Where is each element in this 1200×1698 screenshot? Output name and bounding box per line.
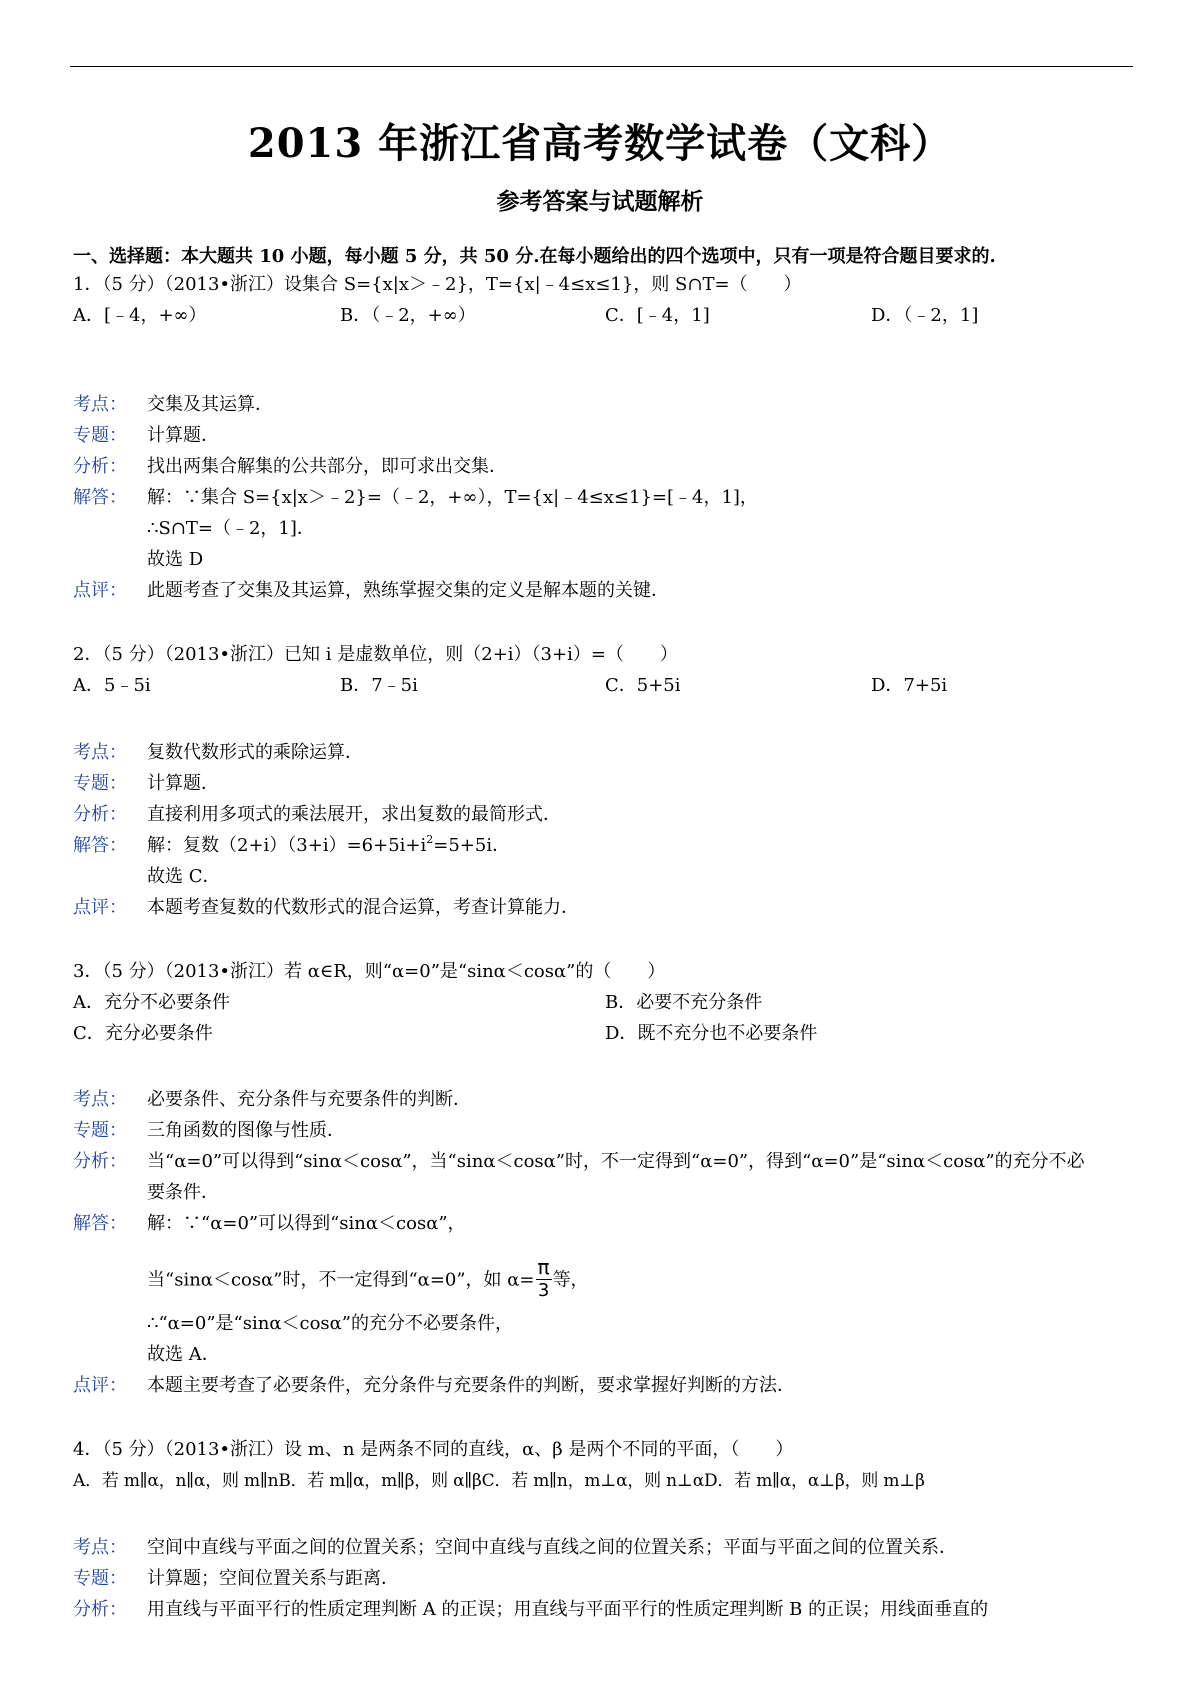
q4-stem: 4．（5 分）（2013•浙江）设 m、n 是两条不同的直线，α、β 是两个不同的平面，（ ） xyxy=(73,1439,794,1460)
header-rule xyxy=(70,66,1133,67)
q3-kaodian: 必要条件、充分条件与充要条件的判断． xyxy=(147,1089,471,1110)
q4-kaodian-label: 考点： xyxy=(73,1537,127,1558)
fraction-numerator: π xyxy=(537,1255,550,1279)
q2-option-b: B．7﹣5i xyxy=(340,675,418,696)
page-title: 2013 年浙江省高考数学试卷（文科） xyxy=(247,120,953,167)
q3-option-d: D．既不充分也不必要条件 xyxy=(605,1023,818,1044)
q1-kaodian: 交集及其运算． xyxy=(147,394,273,415)
q3-zhuanti: 三角函数的图像与性质． xyxy=(147,1120,345,1141)
q1-zhuanti: 计算题． xyxy=(147,425,219,446)
q2-fenxi-label: 分析： xyxy=(73,804,127,825)
q3-stem: 3．（5 分）（2013•浙江）若 α∈R，则“α=0”是“sinα＜cosα”的（ ） xyxy=(73,961,666,982)
q3-dianping: 本题主要考查了必要条件，充分条件与充要条件的判断，要求掌握好判断的方法． xyxy=(147,1375,795,1396)
q3-jieda-line-4: 故选 A． xyxy=(147,1344,220,1365)
q2-zhuanti-label: 专题： xyxy=(73,773,127,794)
q1-option-d: D．（﹣2，1] xyxy=(871,305,979,326)
q3-option-a: A．充分不必要条件 xyxy=(73,992,230,1013)
q1-dianping-label: 点评： xyxy=(73,580,127,601)
q2-option-a: A．5﹣5i xyxy=(73,675,151,696)
q2-jieda-part-b: =5+5i． xyxy=(433,835,511,856)
q1-jieda-line-2: ∴S∩T=（﹣2，1]． xyxy=(147,518,315,539)
q1-jieda-line-3: 故选 D xyxy=(147,549,204,570)
q1-option-a: A．[﹣4，+∞） xyxy=(73,305,207,326)
pi-over-3-fraction xyxy=(536,1255,552,1302)
q1-kaodian-label: 考点： xyxy=(73,394,127,415)
q4-zhuanti-label: 专题： xyxy=(73,1568,127,1589)
q2-kaodian: 复数代数形式的乘除运算． xyxy=(147,742,363,763)
q2-kaodian-label: 考点： xyxy=(73,742,127,763)
q2-zhuanti: 计算题． xyxy=(147,773,219,794)
q2-fenxi: 直接利用多项式的乘法展开，求出复数的最简形式． xyxy=(147,804,561,825)
q2-jieda-exponent: 2 xyxy=(426,833,434,846)
q1-jieda-label: 解答： xyxy=(73,487,127,508)
q3-jieda-part-b: 等， xyxy=(552,1269,589,1291)
q3-fenxi-line-1: 当“α=0”可以得到“sinα＜cosα”，当“sinα＜cosα”时，不一定得到“α=0”，得到“α=0”是“sinα＜cosα”的充分不必 xyxy=(147,1151,1085,1172)
page-subtitle: 参考答案与试题解析 xyxy=(496,188,704,215)
q1-fenxi-label: 分析： xyxy=(73,456,127,477)
q3-jieda-label: 解答： xyxy=(73,1213,127,1234)
q2-jieda-line-1 xyxy=(147,834,510,858)
q2-dianping-label: 点评： xyxy=(73,897,127,918)
q3-option-b: B．必要不充分条件 xyxy=(605,992,763,1013)
section-heading: 一、选择题：本大题共 10 小题，每小题 5 分，共 50 分.在每小题给出的四个选项中，只有一项是符合题目要求的. xyxy=(73,246,996,267)
q1-option-c: C．[﹣4，1] xyxy=(605,305,710,326)
q2-stem: 2．（5 分）（2013•浙江）已知 i 是虚数单位，则（2+i）（3+i）=（ ） xyxy=(73,644,678,665)
q2-option-c: C．5+5i xyxy=(605,675,681,696)
q3-option-c: C．充分必要条件 xyxy=(73,1023,213,1044)
q4-fenxi-label: 分析： xyxy=(73,1599,127,1620)
q3-jieda-part-a: 当“sinα＜cosα”时，不一定得到“α=0”，如 α= xyxy=(147,1269,535,1291)
q2-option-d: D．7+5i xyxy=(871,675,948,696)
q2-jieda-label: 解答： xyxy=(73,835,127,856)
q3-jieda-line-2 xyxy=(147,1257,589,1304)
q2-jieda-line-2: 故选 C． xyxy=(147,866,221,887)
q1-dianping: 此题考查了交集及其运算，熟练掌握交集的定义是解本题的关键． xyxy=(147,580,669,601)
q4-options: A．若 m∥α，n∥α，则 m∥nB．若 m∥α，m∥β，则 α∥βC．若 m∥n，m⊥α，则 n⊥αD．若 m∥α，α⊥β，则 m⊥β xyxy=(73,1471,925,1491)
q3-fenxi-line-2: 要条件． xyxy=(147,1182,219,1203)
q1-fenxi: 找出两集合解集的公共部分，即可求出交集． xyxy=(147,456,507,477)
q4-zhuanti: 计算题；空间位置关系与距离． xyxy=(147,1568,399,1589)
q3-kaodian-label: 考点： xyxy=(73,1089,127,1110)
q1-jieda-line-1: 解：∵集合 S={x|x＞﹣2}=（﹣2，+∞），T={x|﹣4≤x≤1}=[﹣4，1]， xyxy=(147,487,758,508)
q4-fenxi: 用直线与平面平行的性质定理判断 A 的正误；用直线与平面平行的性质定理判断 B 的正误；用线面垂直的 xyxy=(147,1599,989,1620)
q2-jieda-part-a: 解：复数（2+i）（3+i）=6+5i+i xyxy=(147,835,427,856)
q4-kaodian: 空间中直线与平面之间的位置关系；空间中直线与直线之间的位置关系；平面与平面之间的位置关系． xyxy=(147,1537,957,1558)
q3-dianping-label: 点评： xyxy=(73,1375,127,1396)
q2-dianping: 本题考查复数的代数形式的混合运算，考查计算能力． xyxy=(147,897,579,918)
q1-stem: 1．（5 分）（2013•浙江）设集合 S={x|x＞﹣2}，T={x|﹣4≤x≤1}，则 S∩T=（ ） xyxy=(73,274,802,295)
q1-option-b: B．（﹣2，+∞） xyxy=(340,305,476,326)
q3-zhuanti-label: 专题： xyxy=(73,1120,127,1141)
q3-jieda-line-3: ∴“α=0”是“sinα＜cosα”的充分不必要条件， xyxy=(147,1313,514,1334)
q3-fenxi-label: 分析： xyxy=(73,1151,127,1172)
q1-zhuanti-label: 专题： xyxy=(73,425,127,446)
q3-jieda-line-1: 解：∵“α=0”可以得到“sinα＜cosα”， xyxy=(147,1213,466,1234)
fraction-denominator: 3 xyxy=(537,1280,550,1301)
